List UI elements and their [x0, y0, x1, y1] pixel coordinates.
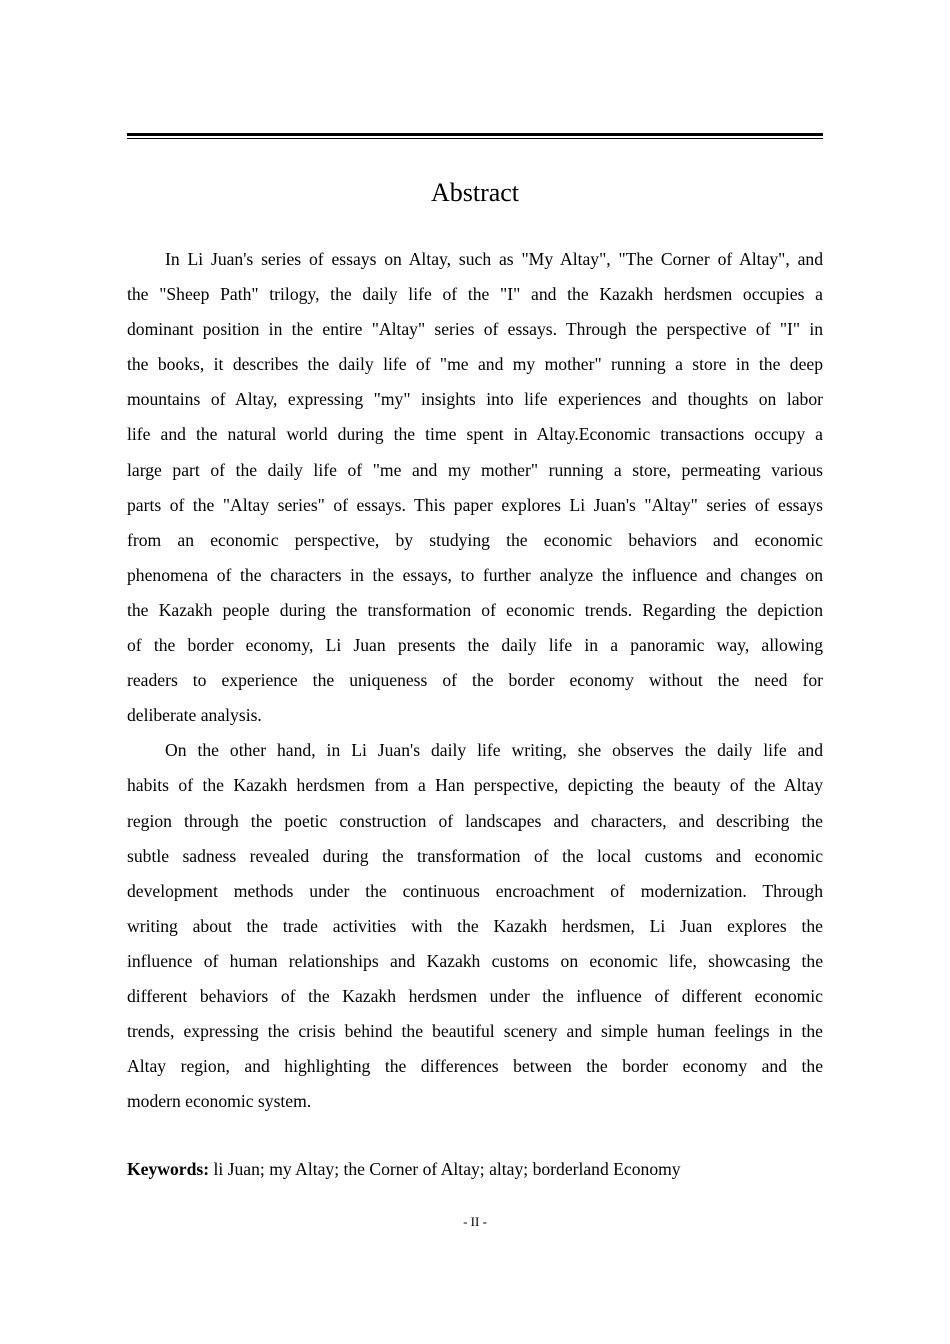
keywords-label: Keywords:: [127, 1159, 210, 1179]
paragraph-line: influence of human relationships and Kazakh customs on economic life, showcasing the: [127, 950, 823, 971]
paragraph-line: habits of the Kazakh herdsmen from a Han perspective, depicting the beauty of the Altay: [127, 775, 823, 796]
paragraph-line: parts of the "Altay series" of essays. This paper explores Li Juan's "Altay" series of essays: [127, 494, 823, 515]
paragraph-line: development methods under the continuous encroachment of modernization. Through: [127, 880, 823, 901]
paragraph-line: subtle sadness revealed during the transformation of the local customs and economic: [127, 845, 823, 866]
paragraph-line: writing about the trade activities with the Kazakh herdsmen, Li Juan explores the: [127, 915, 823, 936]
paragraph-line: region through the poetic construction of landscapes and characters, and describing the: [127, 810, 823, 831]
paragraph-line: trends, expressing the crisis behind the beautiful scenery and simple human feelings in the: [127, 1021, 823, 1042]
header-rule-thick: [127, 133, 823, 136]
paragraph-line: phenomena of the characters in the essays, to further analyze the influence and changes on: [127, 564, 823, 585]
paragraph-line: of the border economy, Li Juan presents the daily life in a panoramic way, allowing: [127, 635, 823, 656]
paragraph-line: On the other hand, in Li Juan's daily life writing, she observes the daily life and: [165, 740, 823, 761]
paragraph-line: different behaviors of the Kazakh herdsmen under the influence of different economic: [127, 985, 823, 1006]
abstract-title: Abstract: [430, 178, 520, 207]
abstract-paragraph: [127, 733, 823, 1119]
paragraph-line: the "Sheep Path" trilogy, the daily life of the "I" and the Kazakh herdsmen occupies a: [127, 284, 823, 305]
keywords-value: li Juan; my Altay; the Corner of Altay; altay; borderland Economy: [209, 1159, 681, 1179]
paragraph-line: the books, it describes the daily life of "me and my mother" running a store in the deep: [127, 354, 823, 375]
header-rule-thin: [127, 138, 823, 139]
paragraph-line: large part of the daily life of "me and my mother" running a store, permeating various: [127, 459, 823, 480]
paragraph-line: Altay region, and highlighting the differences between the border economy and the: [127, 1056, 823, 1077]
paragraph-line: life and the natural world during the time spent in Altay.Economic transactions occupy a: [127, 424, 823, 445]
paragraph-line: mountains of Altay, expressing "my" insights into life experiences and thoughts on labor: [127, 389, 823, 410]
paragraph-line: In Li Juan's series of essays on Altay, such as "My Altay", "The Corner of Altay", and: [165, 249, 823, 269]
paragraph-line: dominant position in the entire "Altay" series of essays. Through the perspective of "I" in: [127, 319, 823, 340]
keywords-line: [127, 1157, 681, 1181]
paragraph-line: from an economic perspective, by studying the economic behaviors and economic: [127, 529, 823, 550]
abstract-body: [127, 242, 823, 1119]
paragraph-line: modern economic system.: [127, 1091, 312, 1112]
paragraph-line: readers to experience the uniqueness of the border economy without the need for: [127, 670, 823, 691]
paragraph-line: deliberate analysis.: [127, 705, 262, 726]
page-number: - II -: [463, 1214, 487, 1229]
paragraph-line: the Kazakh people during the transformation of economic trends. Regarding the depiction: [127, 599, 823, 620]
abstract-paragraph: [127, 242, 823, 733]
